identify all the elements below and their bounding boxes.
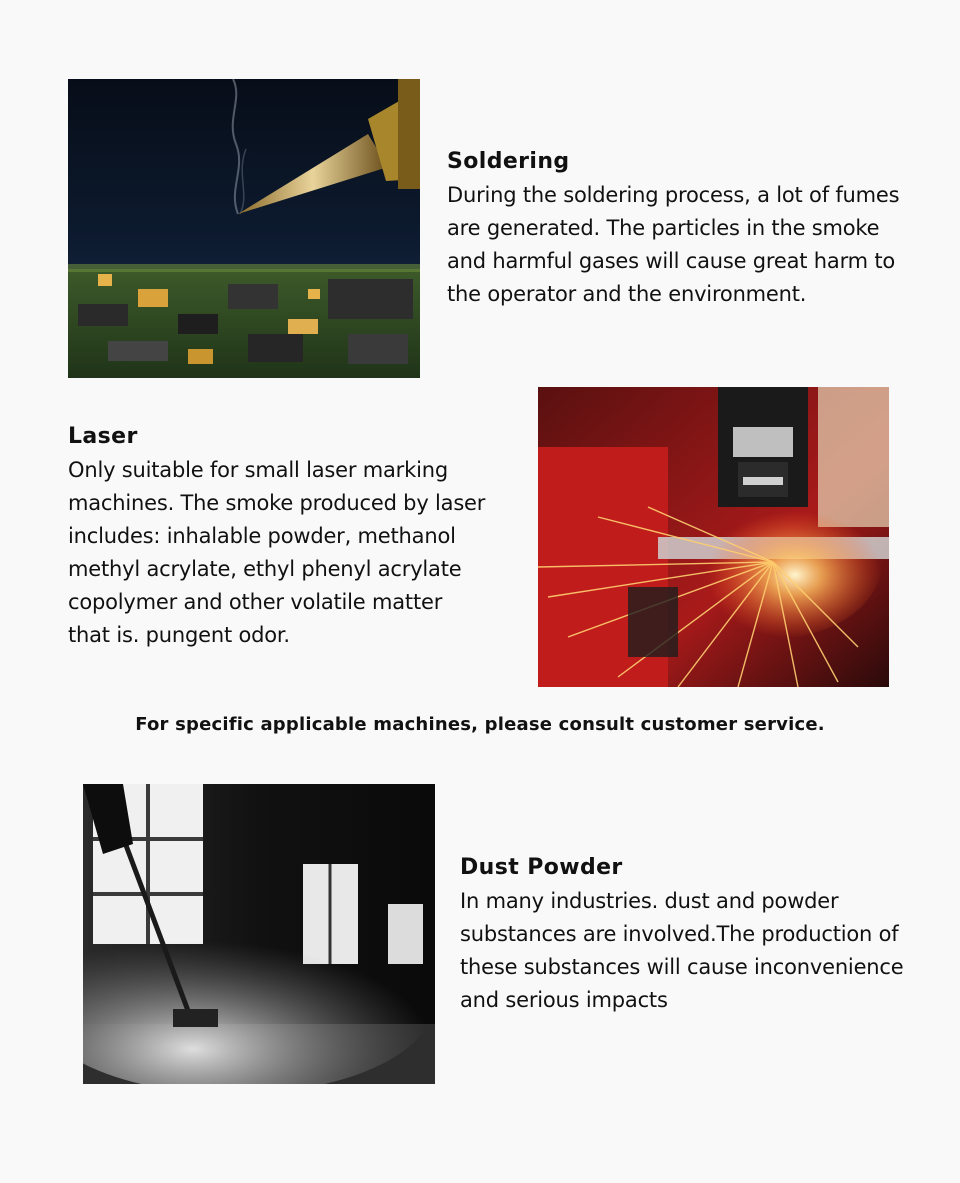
dust-sweeping-icon: [83, 784, 435, 1084]
soldering-text: [447, 148, 907, 311]
dust-heading: Dust Powder: [460, 855, 623, 880]
soldering-heading: Soldering: [447, 149, 570, 174]
laser-text: [68, 423, 488, 652]
dust-body: In many industries. dust and powder substances are involved.The production of these substances will cause inconvenience and serious impacts: [460, 889, 904, 1012]
laser-sparks-icon: [538, 387, 889, 687]
dust-photo: [83, 784, 435, 1084]
dust-text: [460, 854, 910, 1017]
soldering-body: During the soldering process, a lot of fumes are generated. The particles in the smoke and harmful gases will cause great harm to the operator and the environment.: [447, 183, 900, 306]
laser-heading: Laser: [68, 424, 138, 449]
soldering-iron-icon: [68, 79, 420, 378]
soldering-photo: [68, 79, 420, 378]
laser-photo: [538, 387, 889, 687]
laser-body: Only suitable for small laser marking machines. The smoke produced by laser includes: inhalable powder, methanol methyl acrylate, ethyl phenyl acrylate copolymer and other volatile matter that is. pungent odor.: [68, 458, 486, 647]
customer-service-note: For specific applicable machines, please consult customer service.: [135, 714, 825, 735]
